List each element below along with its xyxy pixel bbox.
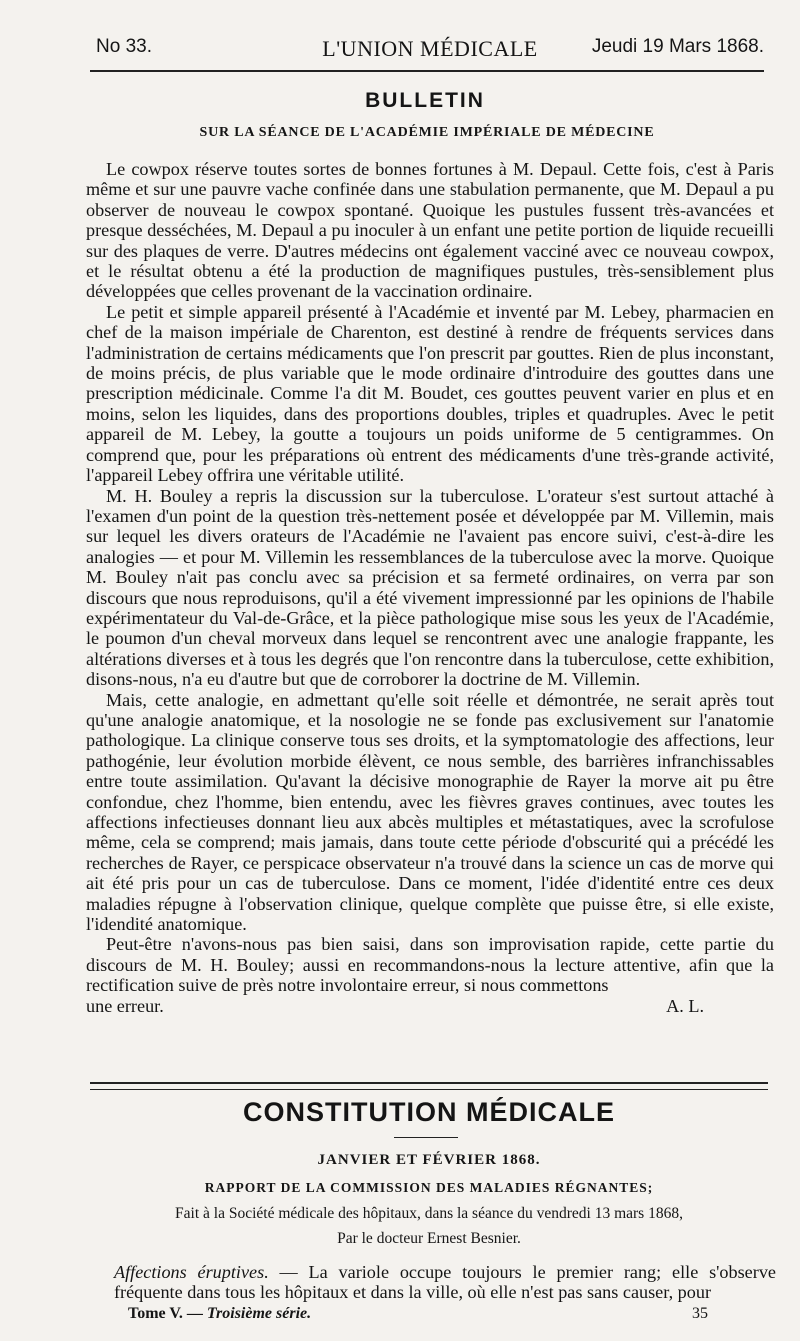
header-rule bbox=[90, 70, 764, 72]
footer-tome: Tome V. — Troisième série. bbox=[128, 1305, 312, 1322]
constitution-title: CONSTITUTION MÉDICALE bbox=[243, 1097, 615, 1127]
bulletin-title: BULLETIN bbox=[365, 89, 485, 112]
closing-line bbox=[86, 996, 774, 1016]
footer-series: Troisième série. bbox=[206, 1305, 312, 1322]
report-title: RAPPORT DE LA COMMISSION DES MALADIES RÉGNANTES; bbox=[204, 1180, 654, 1195]
bulletin-subtitle: SUR LA SÉANCE DE L'ACADÉMIE IMPÉRIALE DE MÉDECINE bbox=[199, 125, 655, 140]
closing-text: une erreur. bbox=[86, 995, 164, 1016]
section-divider bbox=[90, 1082, 768, 1090]
bulletin-paragraph: Le cowpox réserve toutes sortes de bonnes fortunes à M. Depaul. Cette fois, c'est à Paris même et sur une pauvre vache confinée dans une stabulation permanente, que M. Depaul a pu observer de nouveau le cowpox spontané. Quoique les pustules fussent très-avancées et presque desséchées, M. Depaul a pu inoculer à un enfant une petite portion de liquide recueilli sur des plaques de verre. D'autres médecins ont également vacciné avec ce nouveau cowpox, et le résultat obtenu a été la production de magnifiques pustules, très-sensiblement plus développées que celles provenant de la vaccination ordinaire. bbox=[86, 159, 774, 302]
constitution-paragraph bbox=[114, 1262, 776, 1303]
page-header bbox=[96, 36, 764, 66]
constitution-body bbox=[114, 1262, 776, 1303]
section-label: Affections éruptives. bbox=[114, 1262, 269, 1282]
bulletin-paragraph: M. H. Bouley a repris la discussion sur la tuberculose. L'orateur s'est surtout attaché à l'examen d'un point de la question très-nettement posée et développée par M. Villemin, mais sur lequel les divers orateurs de l'Académie ne l'avaient pas encore suivi, c'est-à-dire les analogies — et pour M. Villemin les ressemblances de la tuberculose avec la morve. Quoique M. Bouley n'ait pas conclu avec sa précision et sa fermeté ordinaires, on verra par son discours que nous reproduisons, qu'il a été vivement impressionné par les opinions de l'habile expérimentateur du Val-de-Grâce, et la pièce pathologique mise sous les yeux de l'Académie, le poumon d'un cheval morveux dans lequel se rencontrent avec une analogie frappante, les altérations diverses et à tous les degrés que l'on rencontre dans la tuberculose, cette exhibition, disons-nous, n'a eu d'autre but que de corroborer la doctrine de M. Villemin. bbox=[86, 485, 774, 690]
issue-date: Jeudi 19 Mars 1868. bbox=[591, 36, 764, 57]
report-period: JANVIER ET FÉVRIER 1868. bbox=[317, 1152, 541, 1168]
journal-title: L'UNION MÉDICALE bbox=[322, 36, 538, 61]
issue-number: No 33. bbox=[96, 36, 152, 57]
bulletin-paragraph: Mais, cette analogie, en admettant qu'elle soit réelle et démontrée, ne serait après tout qu'une analogie anatomique, et la nosologie ne se fonde pas exclusivement sur l'anatomie pathologique. La clinique conserve tous ses droits, et la symptomatologie des affections, leur pathogénie, leur évolution morbide élèvent, ce nous semble, des barrières infranchissables entre toute assimilation. Qu'avant la décisive monographie de Rayer la morve ait pu être confondue, chez l'homme, bien entendu, avec les fièvres graves continues, avec toutes les affections infectieuses donnant lieu aux abcès multiples et métastatiques, avec la scrofulose même, cela se comprend; mais jamais, dans toute cette période d'obscurité qui a précédé les recherches de Rayer, ce perspicace observateur n'a trouvé dans la science un cas de morve qui ait été pris pour un cas de tuberculose. Dans ce moment, l'idée d'identité entre ces deux maladies répugne à l'observation clinique, quelque complète que puisse être, si elle existe, l'idendité anatomique. bbox=[86, 689, 774, 935]
section-text: — La variole occupe toujours le premier rang; elle s'observe fréquente dans tous les hôpitaux et dans la ville, où elle n'est pas sans causer, pour bbox=[114, 1262, 776, 1303]
page-number: 35 bbox=[692, 1305, 708, 1322]
bulletin-paragraph: Peut-être n'avons-nous pas bien saisi, dans son improvisation rapide, cette partie du discours de M. H. Bouley; aussi en recommandons-nous la lecture attentive, afin que la rectification suive de près notre involontaire erreur, si nous commettons bbox=[86, 934, 774, 996]
author-signature: A. L. bbox=[666, 995, 704, 1016]
bulletin-paragraph: Le petit et simple appareil présenté à l'Académie et inventé par M. Lebey, pharmacien en chef de la maison impériale de Charenton, est destiné à rendre de fréquents services dans l'administration de certains médicaments que l'on prescrit par gouttes. Rien de plus inconstant, de moins précis, de plus variable que le mode ordinaire d'introduire des gouttes dans une prescription médicinale. Comme l'a dit M. Boudet, ces gouttes peuvent varier en plus et en moins, selon les liquides, dans des proportions doubles, triples et quadruples. Avec le petit appareil de M. Lebey, la goutte a toujours un poids uniforme de 5 centigrammes. On comprend que, pour les préparations où entrent des médicaments d'une très-grande activité, l'appareil Lebey offrira une véritable utilité. bbox=[86, 301, 774, 486]
title-underline bbox=[394, 1137, 458, 1138]
report-author: Par le docteur Ernest Besnier. bbox=[337, 1230, 521, 1247]
report-session: Fait à la Société médicale des hôpitaux, dans la séance du vendredi 13 mars 1868, bbox=[175, 1205, 683, 1222]
bulletin-body bbox=[86, 159, 774, 1016]
